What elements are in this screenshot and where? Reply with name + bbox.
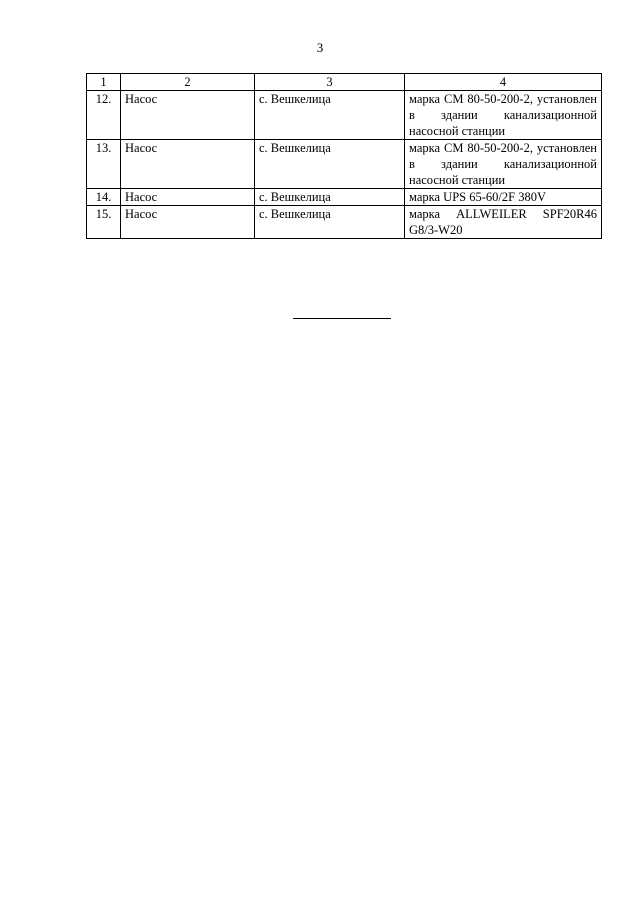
row-number: 15. — [87, 206, 121, 239]
column-header-2: 2 — [121, 74, 255, 91]
equipment-name: Насос — [121, 189, 255, 206]
table-row — [87, 206, 602, 239]
equipment-description: марка СМ 80-50-200-2, установлен в здании канализационной насосной станции — [405, 140, 602, 189]
equipment-description: марка СМ 80-50-200-2, установлен в здании канализационной насосной станции — [405, 91, 602, 140]
row-number: 12. — [87, 91, 121, 140]
row-number: 14. — [87, 189, 121, 206]
table-row — [87, 140, 602, 189]
equipment-location: с. Вешкелица — [255, 91, 405, 140]
equipment-location: с. Вешкелица — [255, 140, 405, 189]
column-header-3: 3 — [255, 74, 405, 91]
table-row — [87, 91, 602, 140]
equipment-name: Насос — [121, 91, 255, 140]
equipment-table — [86, 73, 602, 239]
row-number: 13. — [87, 140, 121, 189]
equipment-location: с. Вешкелица — [255, 189, 405, 206]
equipment-description: марка ALLWEILER SPF20R46 G8/3-W20 — [405, 206, 602, 239]
equipment-description: марка UPS 65-60/2F 380V — [405, 189, 602, 206]
equipment-location: с. Вешкелица — [255, 206, 405, 239]
table-header-row — [87, 74, 602, 91]
equipment-name: Насос — [121, 140, 255, 189]
page-number: 3 — [316, 40, 324, 55]
end-rule-divider — [293, 318, 391, 319]
table-row — [87, 189, 602, 206]
equipment-name: Насос — [121, 206, 255, 239]
column-header-1: 1 — [87, 74, 121, 91]
column-header-4: 4 — [405, 74, 602, 91]
